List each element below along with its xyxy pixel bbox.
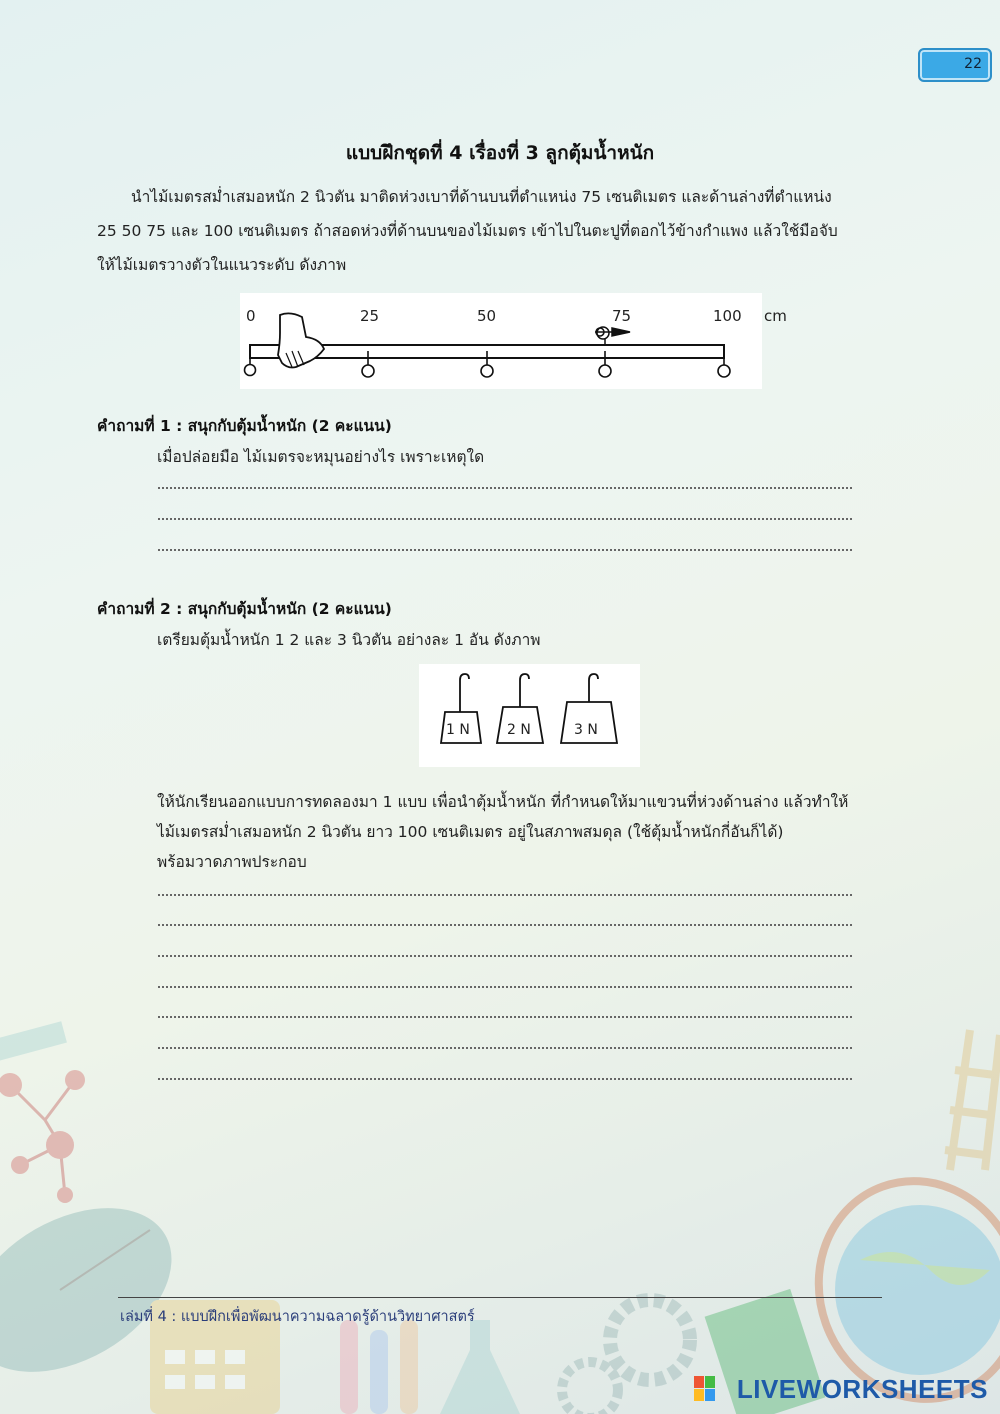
answer-line[interactable] [158, 955, 852, 957]
instruction-line-1: ให้นักเรียนออกแบบการทดลองมา 1 แบบ เพื่อนำตุ้มน้ำหนัก ที่กำหนดให้มาแขวนที่ห่วงด้านล่าง แล้วทำให้ [157, 793, 849, 811]
meter-stick-figure [240, 293, 762, 389]
weights-drawing [419, 664, 640, 767]
question-1-prompt: เมื่อปล่อยมือ ไม้เมตรจะหมุนอย่างไร เพราะเหตุใด [157, 448, 485, 466]
meter-stick-drawing [240, 293, 762, 389]
liveworksheets-logo-icon [694, 1376, 716, 1402]
answer-line[interactable] [158, 894, 852, 896]
answer-line[interactable] [158, 924, 852, 926]
scale-label-100: 100 [713, 307, 742, 325]
page-number: 22 [964, 56, 982, 72]
answer-line[interactable] [158, 1047, 852, 1049]
answer-line[interactable] [158, 1016, 852, 1018]
answer-line[interactable] [158, 549, 852, 551]
answer-line[interactable] [158, 518, 852, 520]
answer-line[interactable] [158, 1078, 852, 1080]
scale-label-0: 0 [246, 307, 256, 325]
intro-line-1: นำไม้เมตรสม่ำเสมอหนัก 2 นิวตัน มาติดห่วงเบาที่ด้านบนที่ตำแหน่ง 75 เซนติเมตร และด้านล่างที่ตำแหน่ง [131, 188, 832, 206]
question-2-heading: คำถามที่ 2 : สนุกกับตุ้มน้ำหนัก (2 คะแนน) [97, 600, 392, 618]
question-2-instructions [157, 787, 905, 877]
question-2-prompt: เตรียมตุ้มน้ำหนัก 1 2 และ 3 นิวตัน อย่างละ 1 อัน ดังภาพ [157, 631, 541, 649]
brand-name[interactable]: LIVEWORKSHEETS [736, 1374, 988, 1404]
answer-line[interactable] [158, 986, 852, 988]
scale-label-25: 25 [360, 307, 380, 325]
question-1-heading: คำถามที่ 1 : สนุกกับตุ้มน้ำหนัก (2 คะแนน) [97, 417, 392, 435]
unit-label: cm [764, 307, 787, 325]
answer-line[interactable] [158, 487, 852, 489]
footer-divider [118, 1297, 882, 1298]
worksheet-title: แบบฝึกชุดที่ 4 เรื่องที่ 3 ลูกตุ้มน้ำหนัก [345, 142, 655, 164]
scale-label-50: 50 [477, 307, 497, 325]
instruction-line-2: ไม้เมตรสม่ำเสมอหนัก 2 นิวตัน ยาว 100 เซนติเมตร อยู่ในสภาพสมดุล (ใช้ตุ้มน้ำหนักกี่อันก็ได้) [157, 823, 784, 841]
weight-label-3n: 3 N [574, 722, 598, 738]
weight-label-2n: 2 N [507, 722, 531, 738]
footer-text: เล่มที่ 4 : แบบฝึกเพื่อพัฒนาความฉลาดรู้ด้านวิทยาศาสตร์ [120, 1309, 475, 1325]
intro-paragraph [97, 180, 905, 282]
intro-line-3: ให้ไม้เมตรวางตัวในแนวระดับ ดังภาพ [97, 256, 347, 274]
weights-figure [419, 664, 640, 767]
intro-line-2: 25 50 75 และ 100 เซนติเมตร ถ้าสอดห่วงที่ด้านบนของไม้เมตร เข้าไปในตะปูที่ตอกไว้ข้างกำแพง แล้วใช้มือจับ [97, 222, 838, 240]
scale-label-75: 75 [612, 307, 632, 325]
page-number-badge [918, 48, 992, 82]
weight-label-1n: 1 N [446, 722, 470, 738]
instruction-line-3: พร้อมวาดภาพประกอบ [157, 853, 307, 871]
